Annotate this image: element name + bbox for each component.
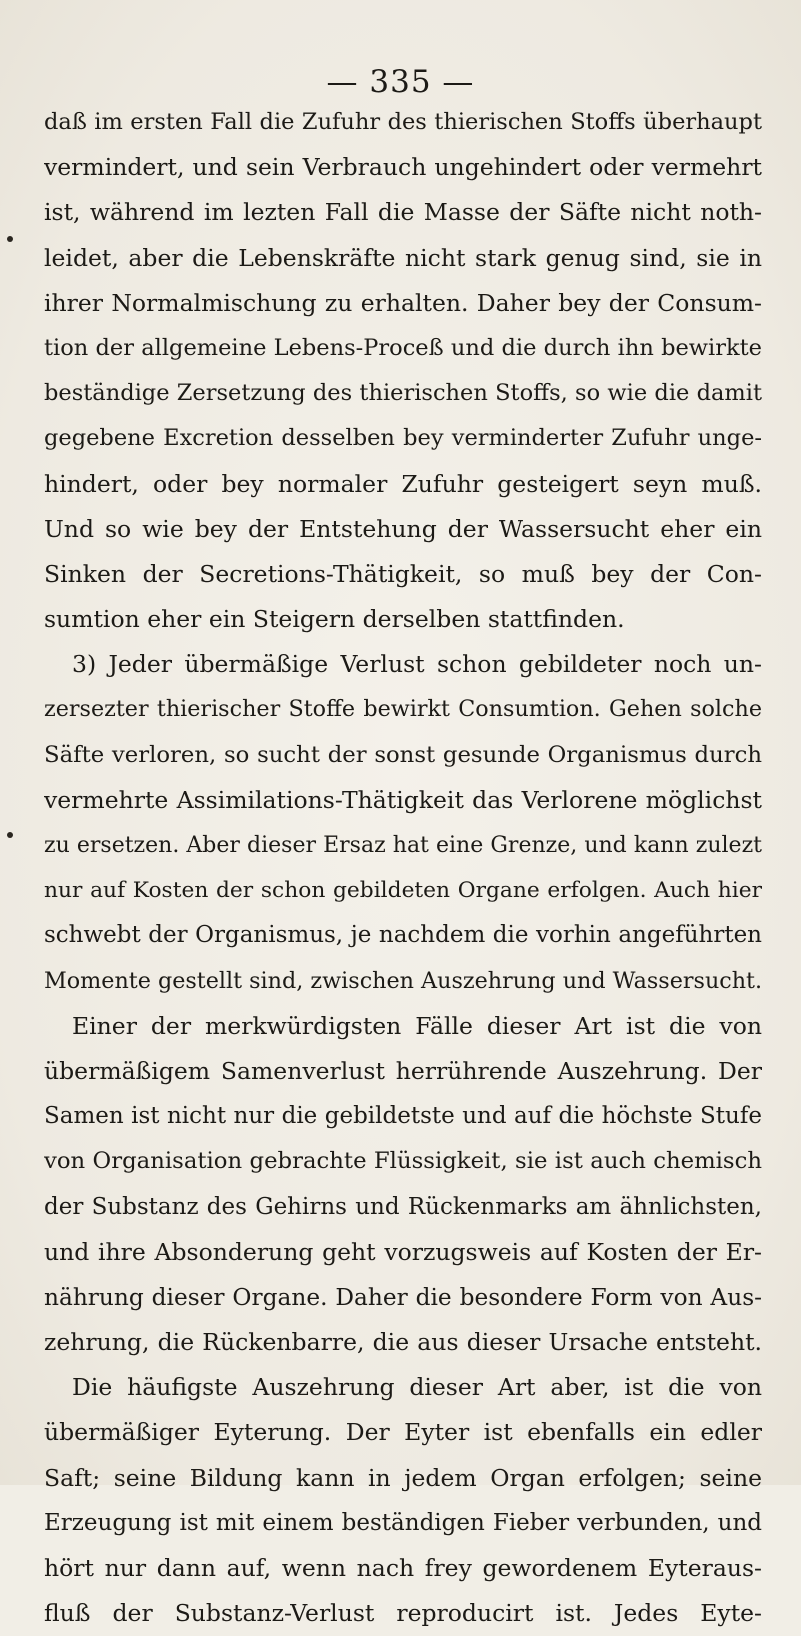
text-line: hindert, oder bey normaler Zufuhr gesteigert seyn muß. (44, 469, 762, 498)
text-line: schwebt der Organismus, je nachdem die vorhin angeführten (44, 922, 762, 949)
text-line: vermehrte Assimilations-Thätigkeit das Verlorene möglichst (44, 785, 762, 814)
text-line: Einer der merkwürdigsten Fälle dieser Art ist die von (72, 1011, 762, 1040)
text-line: fluß der Substanz-Verlust reproducirt ist. Jedes Eyte- (44, 1599, 762, 1628)
text-line: hört nur dann auf, wenn nach frey gewordenem Eyteraus- (44, 1554, 762, 1582)
text-line: vermindert, und sein Verbrauch ungehindert oder vermehrt (44, 153, 762, 182)
text-line: gegebene Excretion desselben bey verminderter Zufuhr unge- (44, 425, 762, 452)
text-line: beständige Zersetzung des thierischen Stoffs, so wie die damit (44, 380, 762, 407)
text-line: zu ersetzen. Aber dieser Ersaz hat eine Grenze, und kann zulezt (44, 833, 762, 858)
text-line: Säfte verloren, so sucht der sonst gesunde Organismus durch (44, 741, 762, 768)
margin-mark (7, 236, 13, 242)
text-line: 3) Jeder übermäßige Verlust schon gebildeter noch un- (72, 650, 762, 679)
text-line: zehrung, die Rückenbarre, die aus dieser Ursache entsteht. (44, 1328, 762, 1357)
text-line: Erzeugung ist mit einem beständigen Fieber verbunden, und (44, 1509, 762, 1536)
text-line: sumtion eher ein Steigern derselben stattfinden. (44, 605, 625, 634)
text-line: daß im ersten Fall die Zufuhr des thierischen Stoffs überhaupt (44, 109, 762, 135)
text-line: leidet, aber die Lebenskräfte nicht stark genug sind, sie in (44, 243, 762, 272)
text-line: Und so wie bey der Entstehung der Wassersucht eher ein (44, 514, 762, 543)
text-line: Saft; seine Bildung kann in jedem Organ erfolgen; seine (44, 1463, 762, 1492)
text-line: von Organisation gebrachte Flüssigkeit, sie ist auch chemisch (44, 1148, 762, 1175)
text-line: Sinken der Secretions-Thätigkeit, so muß bey der Con- (44, 559, 762, 588)
text-line: ist, während im lezten Fall die Masse der Säfte nicht noth- (44, 198, 762, 227)
margin-mark (7, 832, 13, 838)
text-line: und ihre Absonderung geht vorzugsweis auf Kosten der Er- (44, 1237, 762, 1266)
body-text (44, 100, 762, 1636)
text-line: Samen ist nicht nur die gebildetste und auf die höchste Stufe (44, 1103, 762, 1130)
page-number: — 335 — (326, 64, 475, 100)
text-line: übermäßigem Samenverlust herrührende Auszehrung. Der (44, 1056, 762, 1085)
text-line: der Substanz des Gehirns und Rückenmarks am ähnlichsten, (44, 1193, 762, 1220)
text-line: zersezter thierischer Stoffe bewirkt Consumtion. Gehen solche (44, 696, 762, 723)
text-line: ihrer Normalmischung zu erhalten. Daher bey der Consum- (44, 288, 762, 317)
text-line: nährung dieser Organe. Daher die besondere Form von Aus- (44, 1283, 762, 1311)
text-line: übermäßiger Eyterung. Der Eyter ist ebenfalls ein edler (44, 1418, 762, 1447)
text-line: Momente gestellt sind, zwischen Auszehrung und Wassersucht. (44, 967, 762, 994)
text-line: Die häufigste Auszehrung dieser Art aber, ist die von (72, 1373, 762, 1402)
text-line: tion der allgemeine Lebens-Proceß und die durch ihn bewirkte (44, 334, 762, 361)
text-line: nur auf Kosten der schon gebildeten Organe erfolgen. Auch hier (44, 878, 762, 904)
